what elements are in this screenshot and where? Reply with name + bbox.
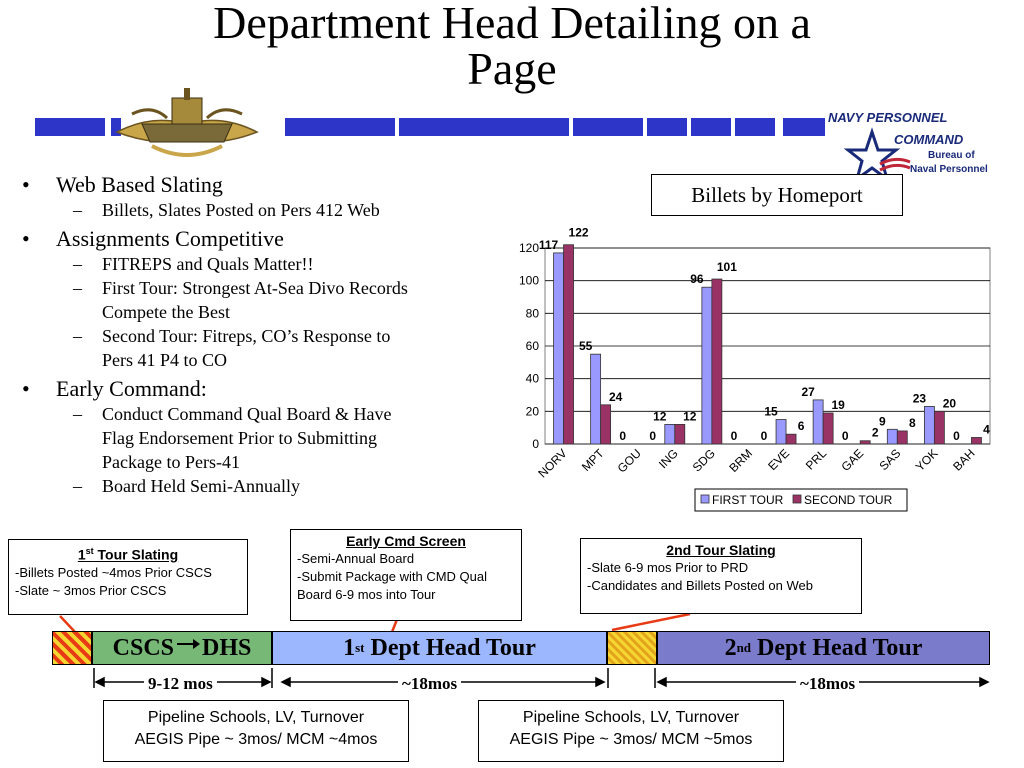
callout-line: -Slate ~ 3mos Prior CSCS bbox=[15, 582, 167, 598]
title-line-2: Page bbox=[467, 43, 557, 94]
data-label: 19 bbox=[831, 397, 845, 412]
x-tick-label: BRM bbox=[726, 446, 756, 475]
y-tick-label: 0 bbox=[532, 437, 539, 451]
y-tick-label: 40 bbox=[525, 371, 539, 386]
early-cmd-screen-callout bbox=[290, 529, 522, 621]
second-dept-head-tour-segment: 2 nd Dept Head Tour bbox=[657, 631, 990, 665]
callout-line: -Billets Posted ~4mos Prior CSCS bbox=[15, 564, 212, 580]
callout-heading: 2nd Tour Slating bbox=[666, 542, 776, 558]
cscs-dhs-segment: CSCS DHS bbox=[92, 631, 272, 665]
data-label: 15 bbox=[764, 404, 778, 419]
bar-first-tour bbox=[665, 424, 675, 444]
legend-label: SECOND TOUR bbox=[804, 493, 893, 507]
bar-second-tour bbox=[897, 431, 907, 444]
pipeline-line: AEGIS Pipe ~ 3mos/ MCM ~4mos bbox=[134, 731, 378, 748]
legend-label: FIRST TOUR bbox=[712, 493, 784, 507]
sub-bullet-cont: Package to Pers-41 bbox=[102, 452, 240, 472]
sub-bullet: – Billets, Slates Posted on Pers 412 Web bbox=[73, 200, 380, 220]
sub-bullet: – Second Tour: Fitreps, CO’s Response to bbox=[73, 326, 391, 346]
data-label: 12 bbox=[653, 409, 667, 424]
bar-second-tour bbox=[712, 279, 722, 444]
callout-line: -Semi-Annual Board bbox=[297, 551, 415, 566]
data-label: 122 bbox=[568, 225, 589, 240]
x-tick-label: MPT bbox=[578, 446, 607, 475]
data-label: 9 bbox=[878, 414, 886, 429]
career-timeline bbox=[52, 631, 990, 665]
legend-swatch bbox=[793, 495, 801, 503]
callout-line: -Candidates and Billets Posted on Web bbox=[587, 578, 813, 593]
surface-warfare-emblem bbox=[112, 84, 262, 164]
data-label: 6 bbox=[797, 419, 805, 434]
first-tour-slating-callout bbox=[8, 539, 248, 615]
callout-heading: 1st Tour Slating bbox=[77, 546, 179, 563]
data-label: 101 bbox=[716, 260, 737, 275]
sub-bullet-cont: Compete the Best bbox=[102, 302, 230, 322]
data-label: 0 bbox=[841, 429, 849, 443]
duration-arrows bbox=[92, 668, 992, 698]
sub-bullet-cont: Flag Endorsement Prior to Submitting bbox=[102, 428, 377, 448]
bullet-early-command: • Early Command: bbox=[18, 376, 483, 402]
second-tour-slating-callout bbox=[580, 538, 862, 614]
bar-second-tour bbox=[971, 437, 981, 444]
pipeline-line: Pipeline Schools, LV, Turnover bbox=[147, 709, 365, 726]
y-tick-label: 100 bbox=[518, 273, 539, 288]
bar-second-tour bbox=[601, 405, 611, 444]
y-tick-label: 60 bbox=[525, 339, 539, 353]
bar-second-tour bbox=[823, 413, 833, 444]
first-dept-head-tour-segment: 1 st Dept Head Tour bbox=[272, 631, 607, 665]
bullet-assignments: • Assignments Competitive bbox=[18, 226, 483, 252]
callout-heading: Early Cmd Screen bbox=[346, 533, 466, 549]
logo-line-3: Bureau of bbox=[928, 150, 975, 161]
x-tick-label: NORV bbox=[535, 446, 570, 481]
sub-bullet: – Board Held Semi-Annually bbox=[73, 476, 300, 496]
bar-second-tour bbox=[675, 424, 685, 444]
bar-first-tour bbox=[702, 287, 712, 444]
y-tick-label: 80 bbox=[525, 306, 539, 321]
data-label: 96 bbox=[690, 272, 704, 287]
sub-bullet: – Conduct Command Qual Board & Have bbox=[73, 404, 392, 424]
logo-line-1: NAVY PERSONNEL bbox=[828, 110, 948, 125]
bar-first-tour bbox=[776, 420, 786, 445]
arrow-right-icon bbox=[175, 636, 201, 652]
x-tick-label: SAS bbox=[876, 446, 904, 474]
legend-swatch bbox=[701, 495, 709, 503]
duration-cscs: 9-12 mos bbox=[144, 674, 217, 694]
data-label: 55 bbox=[578, 339, 593, 354]
callout-line: -Slate 6-9 mos Prior to PRD bbox=[587, 560, 749, 575]
data-label: 2 bbox=[871, 425, 879, 440]
sub-bullet: – First Tour: Strongest At-Sea Divo Records bbox=[73, 278, 408, 298]
x-tick-label: PRL bbox=[802, 446, 830, 473]
data-label: 0 bbox=[760, 429, 768, 443]
bar-first-tour bbox=[887, 429, 897, 444]
bar-first-tour bbox=[554, 253, 564, 444]
callout-line: Board 6-9 mos into Tour bbox=[297, 587, 436, 602]
sub-bullet: – FITREPS and Quals Matter!! bbox=[73, 254, 314, 274]
page-title bbox=[0, 0, 1024, 92]
pipeline-box-second bbox=[478, 700, 784, 762]
y-tick-label: 120 bbox=[518, 241, 539, 255]
bar-second-tour bbox=[786, 434, 796, 444]
sub-bullet-cont: Pers 41 P4 to CO bbox=[102, 350, 228, 370]
data-label: 0 bbox=[730, 429, 738, 443]
x-tick-label: YOK bbox=[912, 446, 941, 475]
data-label: 27 bbox=[801, 384, 815, 399]
bar-first-tour bbox=[924, 406, 934, 444]
duration-second-tour: ~18mos bbox=[796, 674, 859, 694]
inter-tour-hatch bbox=[607, 631, 657, 665]
bar-second-tour bbox=[860, 441, 870, 444]
billets-bar-chart bbox=[495, 225, 1015, 516]
data-label: 4 bbox=[983, 422, 990, 437]
y-tick-label: 20 bbox=[525, 404, 539, 419]
data-label: 0 bbox=[953, 429, 960, 443]
x-tick-label: EVE bbox=[765, 446, 793, 474]
x-tick-label: BAH bbox=[950, 446, 978, 474]
data-label: 23 bbox=[912, 391, 927, 406]
bar-second-tour bbox=[564, 245, 574, 444]
callout-line: -Submit Package with CMD Qual bbox=[297, 569, 488, 584]
pipeline-box-first bbox=[103, 700, 409, 762]
duration-first-tour: ~18mos bbox=[398, 674, 461, 694]
x-tick-label: GAE bbox=[838, 446, 867, 475]
logo-line-4: Naval Personnel bbox=[910, 164, 988, 175]
data-label: 117 bbox=[538, 237, 559, 252]
bar-first-tour bbox=[813, 400, 823, 444]
data-label: 0 bbox=[619, 429, 627, 443]
x-tick-label: ING bbox=[655, 446, 681, 472]
pipeline-line: Pipeline Schools, LV, Turnover bbox=[522, 709, 740, 726]
data-label: 0 bbox=[649, 429, 657, 443]
pre-cscs-hatch bbox=[52, 631, 92, 665]
bullet-web-slating: • Web Based Slating bbox=[18, 172, 483, 198]
data-label: 20 bbox=[942, 396, 957, 411]
bar-second-tour bbox=[934, 411, 944, 444]
pipeline-line: AEGIS Pipe ~ 3mos/ MCM ~5mos bbox=[509, 731, 753, 748]
x-tick-label: GOU bbox=[614, 446, 644, 476]
chart-title: Billets by Homeport bbox=[651, 174, 903, 216]
data-label: 12 bbox=[683, 409, 697, 424]
data-label: 24 bbox=[608, 389, 623, 404]
data-label: 8 bbox=[908, 415, 916, 430]
x-tick-label: SDG bbox=[689, 446, 718, 475]
title-line-1: Department Head Detailing on a bbox=[213, 0, 811, 48]
bullet-list bbox=[18, 168, 483, 498]
logo-line-2: COMMAND bbox=[894, 132, 964, 147]
bar-first-tour bbox=[591, 354, 601, 444]
